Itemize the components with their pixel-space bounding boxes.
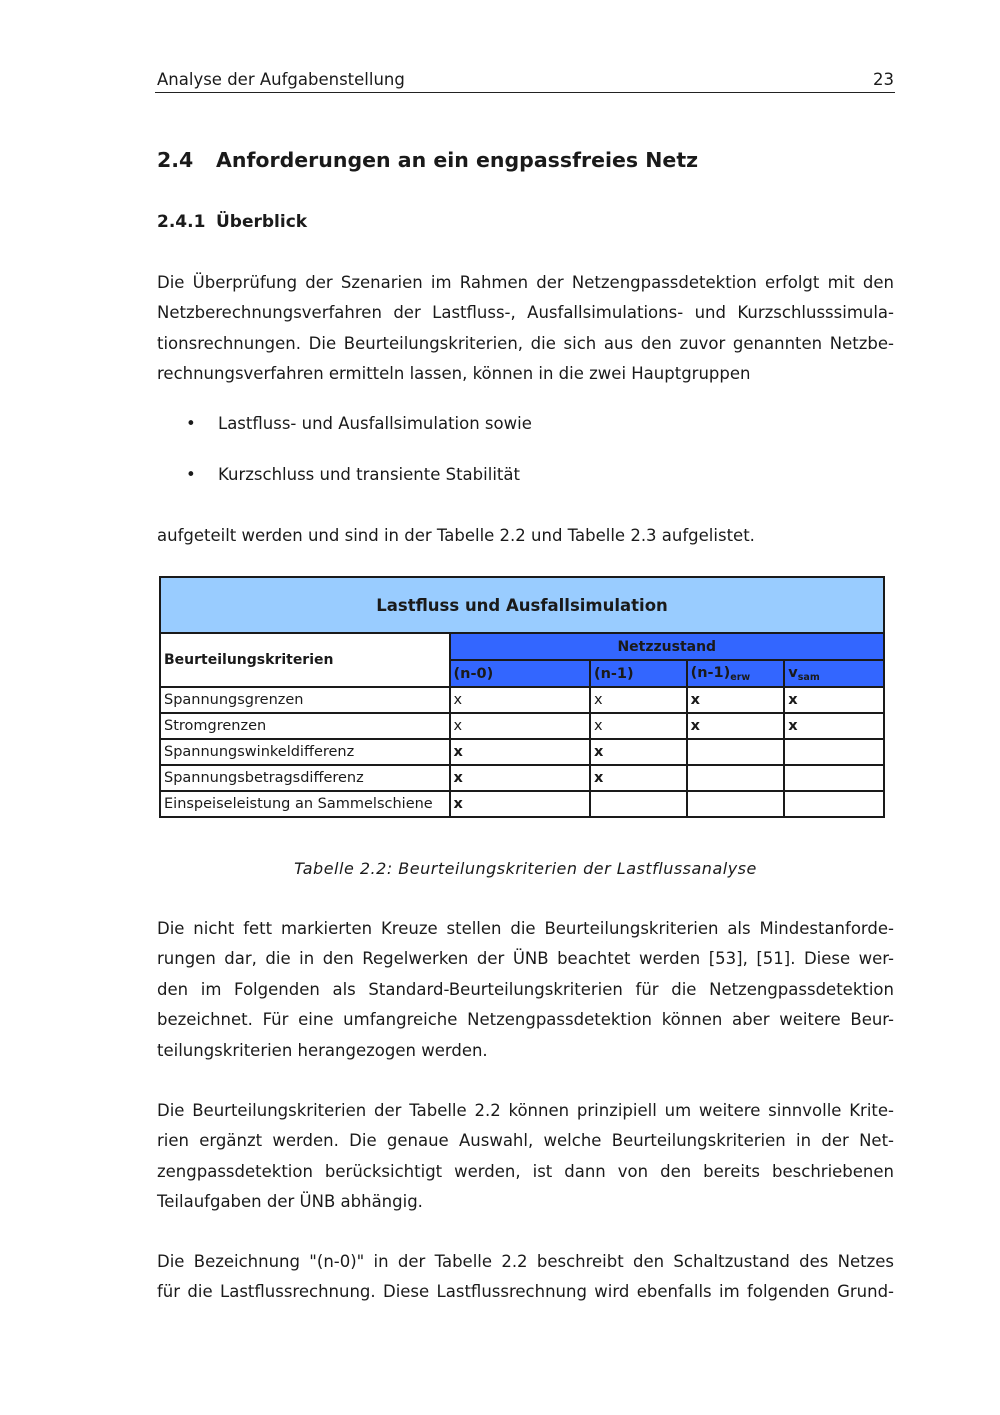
column-header-subscript: erw [730,671,751,683]
column-header-vsam [784,660,884,687]
text-line: aufgeteilt werden und sind in der Tabelle 2.2 und Tabelle 2.3 aufgelistet. [157,526,755,545]
column-header-subscript: sam [797,671,820,683]
text-line: Die Beurteilungskriterien der Tabelle 2.2 können prinzipiell um weitere sinnvolle Krite- [157,1101,894,1120]
criteria-table [159,576,885,818]
table-row [160,791,884,817]
table-cell: x [590,713,687,739]
netzzustand-group-header: Netzzustand [450,633,884,660]
table-cell: x [450,713,590,739]
subsection-title: Überblick [216,212,308,232]
table-cell: x [687,713,785,739]
text-line: für die Lastflussrechnung. Diese Lastflussrechnung wird ebenfalls im folgenden Grund- [157,1282,894,1302]
section-number: 2.4 [157,148,194,172]
bullet-icon: • [186,465,196,484]
column-header-label: (n-1) [593,665,634,682]
subsection-number: 2.4.1 [157,212,206,232]
page-number: 23 [873,70,894,89]
criterion-label: Spannungsgrenzen [160,687,450,713]
text-line: den im Folgenden als Standard-Beurteilungskriterien für die Netzengpassdetektion [157,979,894,999]
text-line: rungen dar, die in den Regelwerken der ÜNB beachtet werden [53], [51]. Diese wer- [157,949,894,969]
criterion-label: Spannungsbetragsdifferenz [160,765,450,791]
text-line: Die Überprüfung der Szenarien im Rahmen der Netzengpassdetektion erfolgt mit den [157,273,894,292]
text-line: teilungskriterien herangezogen werden. [157,1040,488,1060]
text-line: rechnungsverfahren ermitteln lassen, können in die zwei Hauptgruppen [157,364,751,384]
list-item [186,465,520,484]
list-item-text: Kurzschluss und transiente Stabilität [218,465,520,484]
criterion-label: Stromgrenzen [160,713,450,739]
table-title: Lastfluss und Ausfallsimulation [160,577,884,633]
table-caption: Tabelle 2.2: Beurteilungskriterien der Lastflussanalyse [294,859,757,878]
table-cell: x [450,739,590,765]
column-header-n0 [450,660,590,687]
column-header-label: (n-1) [690,664,731,681]
paragraph-extension [157,1096,894,1218]
criteria-column-header: Beurteilungskriterien [160,633,450,687]
table-cell: x [450,687,590,713]
text-line: Die Bezeichnung "(n-0)" in der Tabelle 2.2 beschreibt den Schaltzustand des Netzes [157,1252,894,1271]
subsection-heading [157,212,307,232]
column-header-n1-erw [687,660,785,687]
bullet-icon: • [186,414,196,433]
after-bullets-paragraph [157,521,894,551]
text-line: rien ergänzt werden. Die genaue Auswahl, welche Beurteilungskriterien in der Net- [157,1131,894,1151]
table-cell [784,791,884,817]
table-row [160,687,884,713]
table-cell [590,791,687,817]
table-cell: x [590,739,687,765]
table-cell [687,791,785,817]
criterion-label: Einspeiseleistung an Sammelschiene [160,791,450,817]
table-cell: x [590,765,687,791]
text-line: Teilaufgaben der ÜNB abhängig. [157,1192,423,1212]
table-cell: x [687,687,785,713]
text-line: Die nicht fett markierten Kreuze stellen die Beurteilungskriterien als Mindestanforde- [157,919,894,938]
section-title: Anforderungen an ein engpassfreies Netz [216,148,699,172]
header-title: Analyse der Aufgabenstellung [157,70,405,89]
running-header [155,70,895,93]
criterion-label: Spannungswinkeldifferenz [160,739,450,765]
paragraph-n0 [157,1247,894,1308]
table-cell: x [450,765,590,791]
table-cell [687,765,785,791]
table-row [160,739,884,765]
table-cell [784,765,884,791]
list-item [186,414,532,433]
column-header-n1 [590,660,687,687]
text-line: tionsrechnungen. Die Beurteilungskriterien, die sich aus den zuvor genannten Netzbe- [157,333,894,353]
text-line: Netzberechnungsverfahren der Lastfluss-, Ausfallsimulations- und Kurzschlusssimula- [157,303,894,323]
paragraph-markings [157,914,894,1066]
text-line: zengpassdetektion berücksichtigt werden, ist dann von den bereits beschriebenen [157,1161,894,1181]
table-row [160,765,884,791]
table-cell: x [784,687,884,713]
table-cell: x [450,791,590,817]
intro-paragraph [157,268,894,390]
table-cell: x [590,687,687,713]
table-cell [687,739,785,765]
list-item-text: Lastfluss- und Ausfallsimulation sowie [218,414,532,433]
table-cell [784,739,884,765]
text-line: bezeichnet. Für eine umfangreiche Netzengpassdetektion können aber weitere Beur- [157,1010,894,1030]
section-heading [157,148,698,172]
table-row [160,713,884,739]
column-header-label: (n-0) [453,665,494,682]
column-header-label: v [788,664,798,681]
table-cell: x [784,713,884,739]
